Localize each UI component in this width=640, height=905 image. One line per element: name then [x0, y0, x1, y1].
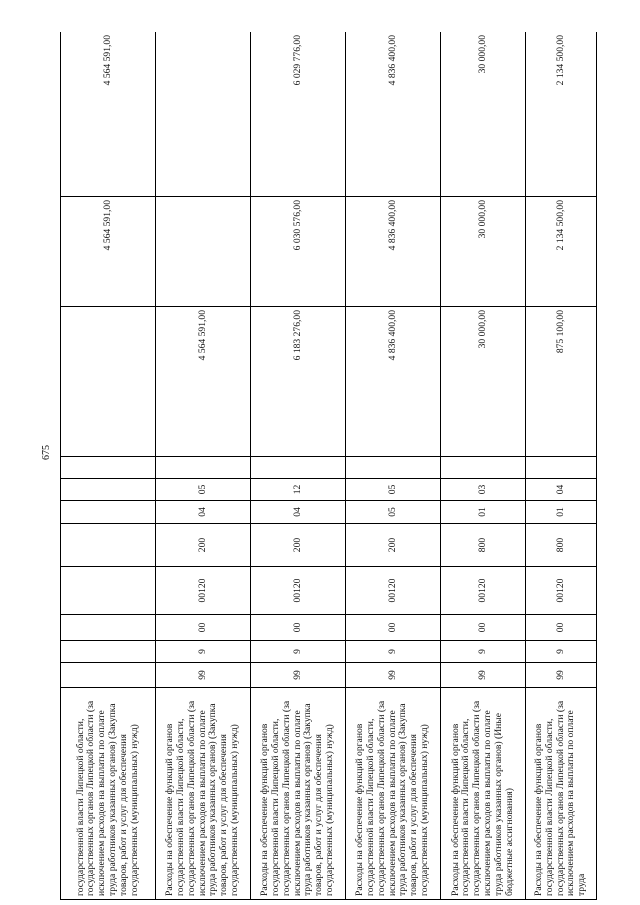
section-code: 04 — [251, 501, 346, 524]
program-code: 99 — [526, 663, 597, 688]
expense-type-code: 200 — [346, 524, 441, 567]
direction-code: 00120 — [156, 567, 251, 615]
subprogram-code: 9 — [526, 641, 597, 663]
subprogram-code: 9 — [251, 641, 346, 663]
main-event-code: 00 — [441, 615, 526, 641]
page-number: 675 — [41, 445, 52, 460]
subsection-code — [61, 479, 156, 501]
table-rotator — [60, 32, 598, 900]
row-description: Расходы на обеспечение функций органов государственной власти Липецкой области, государственных органов Липецкой области (за исключением расходов на выплаты по оплате труда работников указанных органов) (Закупка товаров, работ и услуг для обеспечения государственных (муниципальных) нужд) — [346, 688, 441, 900]
section-code: 01 — [441, 501, 526, 524]
amount-year-3: 2 134 500,00 — [526, 32, 597, 197]
table-row — [61, 32, 156, 900]
amount-year-1 — [61, 307, 156, 457]
direction-code: 00120 — [251, 567, 346, 615]
subsection-code: 05 — [346, 479, 441, 501]
amount-year-1: 30 000,00 — [441, 307, 526, 457]
expense-type-code: 200 — [251, 524, 346, 567]
extra-code — [526, 457, 597, 479]
subsection-code: 12 — [251, 479, 346, 501]
subsection-code: 05 — [156, 479, 251, 501]
amount-year-1: 4 564 591,00 — [156, 307, 251, 457]
main-event-code: 00 — [346, 615, 441, 641]
amount-year-2: 6 030 576,00 — [251, 197, 346, 307]
direction-code: 00120 — [441, 567, 526, 615]
row-description: Расходы на обеспечение функций органов государственной власти Липецкой области, государственных органов Липецкой области (за исключением расходов на выплаты по оплате труда работников указанных органов) (Закупка товаров, работ и услуг для обеспечения государственных (муниципальных) нужд) — [251, 688, 346, 900]
expense-type-code: 200 — [156, 524, 251, 567]
table-row — [251, 32, 346, 900]
extra-code — [251, 457, 346, 479]
amount-year-3: 30 000,00 — [441, 32, 526, 197]
extra-code — [346, 457, 441, 479]
row-description: Расходы на обеспечение функций органов государственной власти Липецкой области, государственных органов Липецкой области (за исключением расходов на выплаты по оплате труда — [526, 688, 597, 900]
table-row — [441, 32, 526, 900]
program-code: 99 — [346, 663, 441, 688]
rotated-table-area — [60, 32, 598, 900]
amount-year-3: 4 564 591,00 — [61, 32, 156, 197]
subprogram-code: 9 — [346, 641, 441, 663]
amount-year-2: 4 836 400,00 — [346, 197, 441, 307]
expense-type-code — [61, 524, 156, 567]
amount-year-3 — [156, 32, 251, 197]
budget-table — [60, 32, 597, 900]
row-description: государственной власти Липецкой области, государственных органов Липецкой области (за исключением расходов на выплаты по оплате труда работников указанных органов) (Закупка товаров, работ и услуг для обеспечения государственных (муниципальных) нужд) — [61, 688, 156, 900]
amount-year-2: 2 134 500,00 — [526, 197, 597, 307]
amount-year-3: 4 836 400,00 — [346, 32, 441, 197]
table-row — [346, 32, 441, 900]
table-row — [526, 32, 597, 900]
subsection-code: 03 — [441, 479, 526, 501]
main-event-code: 00 — [251, 615, 346, 641]
amount-year-2: 30 000,00 — [441, 197, 526, 307]
program-code — [61, 663, 156, 688]
expense-type-code: 800 — [441, 524, 526, 567]
main-event-code — [61, 615, 156, 641]
direction-code — [61, 567, 156, 615]
subprogram-code: 9 — [156, 641, 251, 663]
amount-year-3: 6 029 776,00 — [251, 32, 346, 197]
amount-year-1: 4 836 400,00 — [346, 307, 441, 457]
extra-code — [61, 457, 156, 479]
subsection-code: 04 — [526, 479, 597, 501]
direction-code: 00120 — [346, 567, 441, 615]
section-code — [61, 501, 156, 524]
program-code: 99 — [251, 663, 346, 688]
section-code: 01 — [526, 501, 597, 524]
table-row — [156, 32, 251, 900]
section-code: 05 — [346, 501, 441, 524]
amount-year-2 — [156, 197, 251, 307]
extra-code — [441, 457, 526, 479]
direction-code: 00120 — [526, 567, 597, 615]
amount-year-2: 4 564 591,00 — [61, 197, 156, 307]
program-code: 99 — [441, 663, 526, 688]
subprogram-code — [61, 641, 156, 663]
extra-code — [156, 457, 251, 479]
main-event-code: 00 — [156, 615, 251, 641]
program-code: 99 — [156, 663, 251, 688]
row-description: Расходы на обеспечение функций органов государственной власти Липецкой области, государственных органов Липецкой области (за исключением расходов на выплаты по оплате труда работников указанных органов) (Иные бюджетные ассигнования) — [441, 688, 526, 900]
expense-type-code: 800 — [526, 524, 597, 567]
amount-year-1: 875 100,00 — [526, 307, 597, 457]
row-description: Расходы на обеспечение функций органов государственной власти Липецкой области, государственных органов Липецкой области (за исключением расходов на выплаты по оплате труда работников указанных органов) (Закупка товаров, работ и услуг для обеспечения государственных (муниципальных) нужд) — [156, 688, 251, 900]
section-code: 04 — [156, 501, 251, 524]
amount-year-1: 6 183 276,00 — [251, 307, 346, 457]
subprogram-code: 9 — [441, 641, 526, 663]
main-event-code: 00 — [526, 615, 597, 641]
